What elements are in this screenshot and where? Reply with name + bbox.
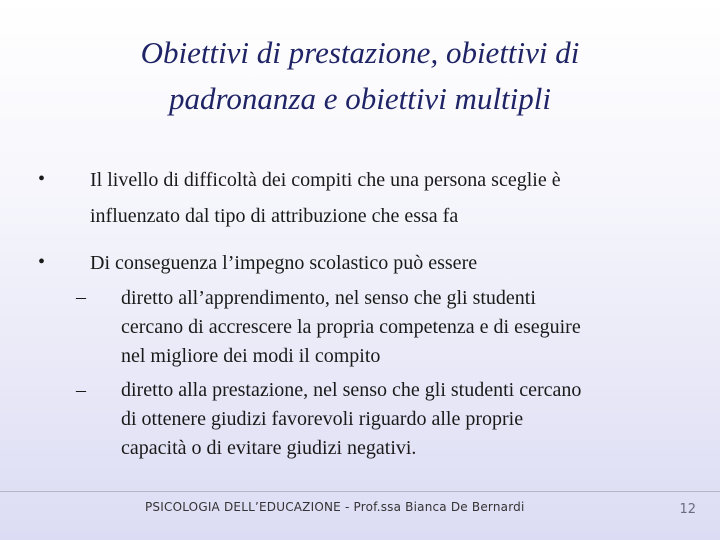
bullet-marker-1: • [38,168,46,190]
subitem-2-line-3: capacità o di evitare giudizi negativi. [121,437,417,459]
subitem-marker-1: – [76,286,86,308]
subitem-text-1 [121,284,691,371]
subitem-marker-2: – [76,379,86,401]
subitem-2-line-2: di ottenere giudizi favorevoli riguardo alle proprie [121,408,524,430]
bullet-1-line-2: influenzato dal tipo di attribuzione che essa fa [90,205,459,227]
title-line-1: Obiettivi di prestazione, obiettivi di [140,35,580,70]
bullet-marker-2: • [38,251,46,273]
subitem-2-line-1: diretto alla prestazione, nel senso che gli studenti cercano [121,379,582,401]
page-number: 12 [679,502,696,517]
subitem-1-line-3: nel migliore dei modi il compito [121,345,381,367]
footer-text: PSICOLOGIA DELL’EDUCAZIONE - Prof.ssa Bianca De Bernardi [145,500,525,514]
subitem-text-2 [121,376,691,463]
bullet-text-2: Di conseguenza l’impegno scolastico può essere [90,252,478,274]
footer-divider [0,491,720,492]
subitem-1-line-2: cercano di accrescere la propria competenza e di eseguire [121,316,581,338]
subitem-1-line-1: diretto all’apprendimento, nel senso che gli studenti [121,287,536,309]
title-line-2: padronanza e obiettivi multipli [168,81,552,116]
bullet-text-1 [90,162,690,234]
bullet-1-line-1: Il livello di difficoltà dei compiti che una persona sceglie è [90,169,561,191]
slide-title [60,30,660,122]
